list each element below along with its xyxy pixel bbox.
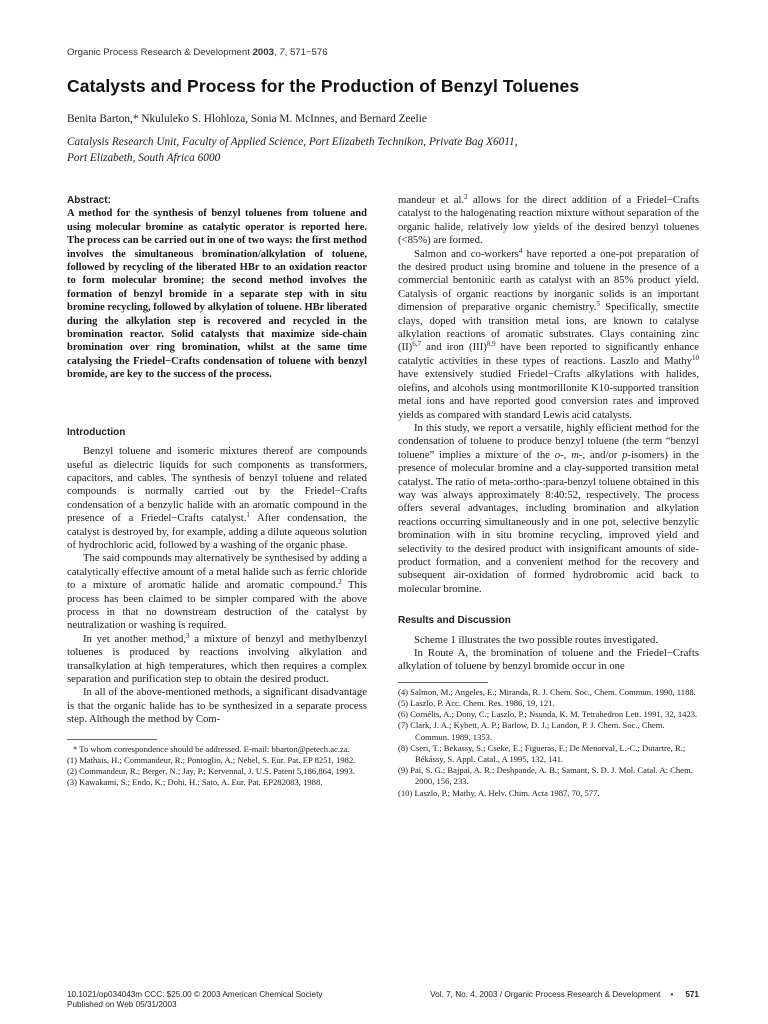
page-number: 571 bbox=[685, 990, 699, 999]
doi-line: 10.1021/op034043m CCC: $25.00 © 2003 American Chemical Society bbox=[67, 990, 323, 999]
bullet-separator: • bbox=[670, 990, 674, 999]
reference-5: (5) Laszlo, P. Acc. Chem. Res. 1986, 19, 121. bbox=[398, 698, 555, 709]
affiliation bbox=[67, 134, 518, 166]
correspondence-note: * To whom correspondence should be addressed. E-mail: bbarton@petech.ac.za. bbox=[73, 743, 350, 754]
abstract-heading: Abstract: bbox=[67, 195, 111, 206]
reference-10: (10) Laszlo, P.; Mathy, A. Helv. Chim. Acta 1987, 70, 577. bbox=[398, 787, 600, 798]
intro-paragraph-2: The said compounds may alternatively be synthesised by adding a catalytically effective amount of a metal halide such as ferric chloride to a mixture of aromatic halide and aromatic compound.$^2$ This process has been claimed to be simpler compared with the above process in that no downstream destruction of the catalyst by neutralization or washing is required. bbox=[67, 552, 367, 632]
journal-citation: Organic Process Research & Development 2003, 7, 571−576 bbox=[67, 47, 328, 58]
published-date: Published on Web 05/31/2003 bbox=[67, 1000, 177, 1010]
right-column bbox=[398, 194, 699, 799]
reference-6: (6) Cornélis, A.; Dony, C.; Laszlo, P.; Nsunda, K. M. Tetrahedron Lett. 1991, 32, 1423. bbox=[398, 709, 698, 720]
affiliation-line-1: Catalysis Research Unit, Faculty of Applied Science, Port Elizabeth Technikon, Private Bag X6011, bbox=[67, 136, 518, 148]
intro-paragraph-4: In all of the above-mentioned methods, a significant disadvantage is that the organic halide has to be synthesized in a separate process step. Although the method by Com- bbox=[67, 686, 367, 726]
reference-2: (2) Commandeur, R.; Berger, N.; Jay, P.; Kervennal, J. U.S. Patent 5,186,864, 1993. bbox=[67, 766, 355, 777]
intro-paragraph-3: In yet another method,$^3$ a mixture of benzyl and methylbenzyl toluenes is produced by reactions involving alkylation and transalkylation at high temperatures, which then requires a complex separation and purification step to obtain the desired product. bbox=[67, 631, 367, 685]
journal-name: Organic Process Research & Development bbox=[67, 47, 250, 58]
journal-pages: , 571−576 bbox=[284, 47, 328, 58]
issue-info: Vol. 7, No. 4, 2003 / Organic Process Research & Development bbox=[430, 990, 661, 999]
page-footer-right bbox=[430, 990, 699, 999]
affiliation-line-2: Port Elizabeth, South Africa 6000 bbox=[67, 152, 221, 164]
left-column bbox=[67, 194, 367, 788]
intro-paragraph-1: Benzyl toluene and isomeric mixtures thereof are compounds useful as dielectric liquids for such components as transformers, capacitors, and cables. The synthesis of benzyl toluene and related compounds is normally carried out by the Friedel−Crafts condensation of a benzylic halide with an aromatic compound in the presence of a Friedel−Crafts catalyst.$^1$ After condensation, the catalyst is destroyed by, for example, adding a dilute aqueous solution of hydrochloric acid, followed by a washing of the organic phase. bbox=[67, 445, 367, 551]
reference-8: (8) Cseri, T.; Bekassy, S.; Cseke, E.; Figueras, F.; De Menorval, L.-C.; Dutartre, R.; Békássy, S. Appl. Catal., A 1995, 132, 141. bbox=[398, 742, 686, 765]
results-paragraph-2: In Route A, the bromination of toluene and the Friedel−Crafts alkylation of toluene by benzyl bromide occur in one bbox=[398, 647, 699, 673]
reference-1: (1) Mathais, H.; Commandeur, R.; Pontoglio, A.; Nebel, S. Eur. Pat. EP 8251, 1982. bbox=[67, 754, 356, 765]
journal-volume: 7 bbox=[279, 47, 285, 58]
introduction-heading: Introduction bbox=[67, 426, 126, 438]
abstract-text: A method for the synthesis of benzyl toluenes from toluene and using molecular bromine as catalytic operator is reported here. The process can be carried out in one of two ways: the first method involves the simultaneous bromination/alkylation of toluene, followed by recycling of the liberated HBr to an oxidation reactor to form molecular bromine; the second method involves the formation of benzyl bromide in a separate step with in situ bromine recycling, followed by alkylation of toluene. HBr liberated during the alkylation step is recovered and recycled in the bromination reactor. Solid catalysts that maximize side-chain bromination over ring bromination, whilst at the same time catalysing the Friedel−Crafts condensation of toluene with benzyl bromide, are key to the success of the process. bbox=[67, 208, 367, 381]
reference-9: (9) Pai, S. G.; Bajpai, A. R.; Deshpande, A. B.; Samant, S. D. J. Mol. Catal. A: Chem. 2000, 156, 233. bbox=[398, 765, 693, 787]
page-footer-left bbox=[67, 990, 322, 1011]
article-title: Catalysts and Process for the Production of Benzyl Toluenes bbox=[67, 76, 580, 96]
results-heading: Results and Discussion bbox=[398, 615, 511, 627]
results-paragraph-1: Scheme 1 illustrates the two possible routes investigated. bbox=[414, 633, 658, 646]
intro-paragraph-4-continued: mandeur et al.$^2$ allows for the direct addition of a Friedel−Crafts catalyst to the halogenating reaction mixture without separation of the organic halide, relatively low yields of the desired benzyl toluenes (<85%) are formed. bbox=[398, 193, 699, 247]
footnotes-right bbox=[398, 687, 699, 799]
footnotes-left bbox=[67, 744, 367, 789]
reference-4: (4) Salmon, M.; Angeles, E.; Miranda, R. J. Chem. Soc., Chem. Commun. 1990, 1188. bbox=[398, 686, 696, 697]
reference-7: (7) Clark, J. A.; Kybett, A. P.; Barlow, D. J.; Landon, P. J. Chem. Soc., Chem. Commun. 1989, 1353. bbox=[398, 720, 665, 742]
intro-paragraph-6: In this study, we report a versatile, highly efficient method for the condensation of toluene to produce benzyl toluene (the term “benzyl toluene” implies a mixture of the o-, m-, and/or p-isomers) in the presence of molecular bromine and a clay-supported transition metal catalyst. The ratio of meta-:ortho-:para-benzyl toluene obtained in this way was always approximately 8:40:52, respectively. The process offers several advantages, including bromination and alkylation reactions occurring simultaneously and in one pot, selective benzylic bromination with in situ bromine recycling, improved yield and selectivity to the desired product with insignificant amounts of side-product formation, and a convenient method for the recovery and subsequent air-oxidation of formed hydrobromic acid back to molecular bromine. bbox=[398, 421, 699, 595]
journal-year: 2003 bbox=[252, 47, 274, 58]
author-list: Benita Barton,* Nkululeko S. Hlohloza, Sonia M. McInnes, and Bernard Zeelie bbox=[67, 113, 427, 125]
intro-paragraph-5: Salmon and co-workers$^4$ have reported a one-pot preparation of the desired product using bromine and toluene in the presence of a commercial bentonitic earth as catalyst with an 85% product yield. Catalysis of organic reactions by inorganic solids is an important dimension of preparative organic chemistry.$^5$ Specifically, smectite clays, doped with transition metal ions, are known to catalyse alkylation reactions of aromatic substrates. Clays containing zinc (II)$^{6,7}$ and iron (III)$^{8,9}$ have been reported to significantly enhance catalytic activities in these types of reactions. Laszlo and Mathy$^{10}$ have extensively studied Friedel−Crafts alkylations with halides, olefins, and alcohols using montmorillonite K10-supported transition metal ions and have reported good conversion rates and improved yields as compared with standard Lewis acid catalysts. bbox=[398, 246, 699, 421]
reference-3: (3) Kawakami, S.; Endo, K.; Dohi, H.; Sato, A. Eur. Pat. EP282083, 1988. bbox=[67, 777, 323, 788]
